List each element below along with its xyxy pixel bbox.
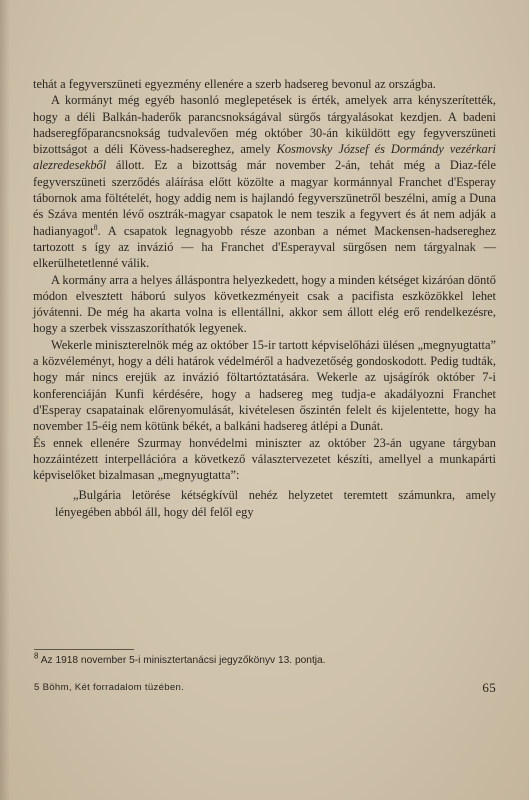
footnote-reference: 8	[93, 222, 98, 232]
page-footer	[34, 680, 496, 698]
paragraph-2	[33, 92, 496, 271]
paragraph-2-part-c: . A csapatok legnagyobb része azonban a német Mackensen-hadsereghez tartozott s így az invázió — ha Franchet d'Esperayval sürgősen nem tárgyalnak — elkerülhetetlenné válik.	[33, 223, 496, 271]
page-number: 65	[482, 680, 496, 695]
paragraph-3: A kormány arra a helyes álláspontra helyezkedett, hogy a minden kétséget kizáróan döntő módon elvesztett háború sulyos következményeit csak a pacifista eszközökkel lehet jóvátenni. De még ha akarta volna is ellentállni, akkor sem állott elég erő rendelkezésre, hogy a szerbek visszaszoríthatók legyenek.	[33, 272, 496, 336]
signature-line: 5 Böhm, Két forradalom tüzében.	[34, 682, 185, 693]
body-text	[33, 76, 496, 520]
footnote-marker: 8	[34, 651, 39, 661]
paragraph-2-part-a: A kormányt még egyéb hasonló meglepetések is érték, amelyek arra kényszerítették, hogy a déli Balkán-haderők parancsnokságával sürgős tárgyalásokat kezdjen. A badeni hadseregfőparancsnokság tudvalevően még október 30-án kiküldött egy fegyverszüneti bizottságot a déli Kövess-hadsereghez, amely	[33, 93, 496, 157]
footnote-text: Az 1918 november 5-i minisztertanácsi jegyzőkönyv 13. pontja.	[38, 655, 326, 666]
quote-paragraph: „Bulgária letörése kétségkívül nehéz helyzetet teremtett számunkra, amely lényegében abból áll, hogy dél felől egy	[55, 488, 496, 519]
paragraph-2-italic-names: Kosmovsky József és Dormándy vezérkari alezredesekből	[33, 142, 496, 173]
footnote-divider	[34, 649, 134, 650]
paragraph-4: Wekerle miniszterelnök még az október 15-ir tartott képviselőházi ülésen „megnyugtatta” a közvéleményt, hogy a déli határok védelméről a hadvezetőség gondoskodott. Pedig tudták, hogy már nincs erejük az invázió föltartóztatására. Wekerle az ujságírók október 7-i konferenciáján Kunfi kérdésére, hogy a hadsereg meg tudja-e akadályozni Franchet d'Esperay csapatainak előrenyomulását, kivételesen őszintén felelt és kijelentette, hogy ha november 15-éig nem kötünk békét, a balkáni hadsereg átlépi a Dunát.	[33, 337, 496, 434]
footnote	[34, 651, 494, 668]
paragraph-1: tehát a fegyverszüneti egyezmény ellenére a szerb hadsereg bevonul az országba.	[33, 77, 436, 91]
page-edge-shadow	[0, 0, 10, 800]
paragraph-2-part-b: állott. Ez a bizottság már november 2-án, tehát még a Diaz-féle fegyverszüneti szerződés aláírása előtt közölte a magyar kormánnyal Franchet d'Esperay tábornok ama föltételét, hogy addig nem is hajlandó fegyverszünetről beszélni, amíg a Duna és Száva mentén lévő osztrák-magyar csapatok le nem teszik a fegyvert és át nem adják a hadianyagot	[33, 158, 496, 238]
paragraph-5: És ennek ellenére Szurmay honvédelmi miniszter az október 23-án ugyane tárgyban hozzáintézett interpellációra a következő választervezetet készíti, amellyel a munkapárti képviselőket bizalmasan „megnyugtatta”:	[33, 435, 496, 483]
